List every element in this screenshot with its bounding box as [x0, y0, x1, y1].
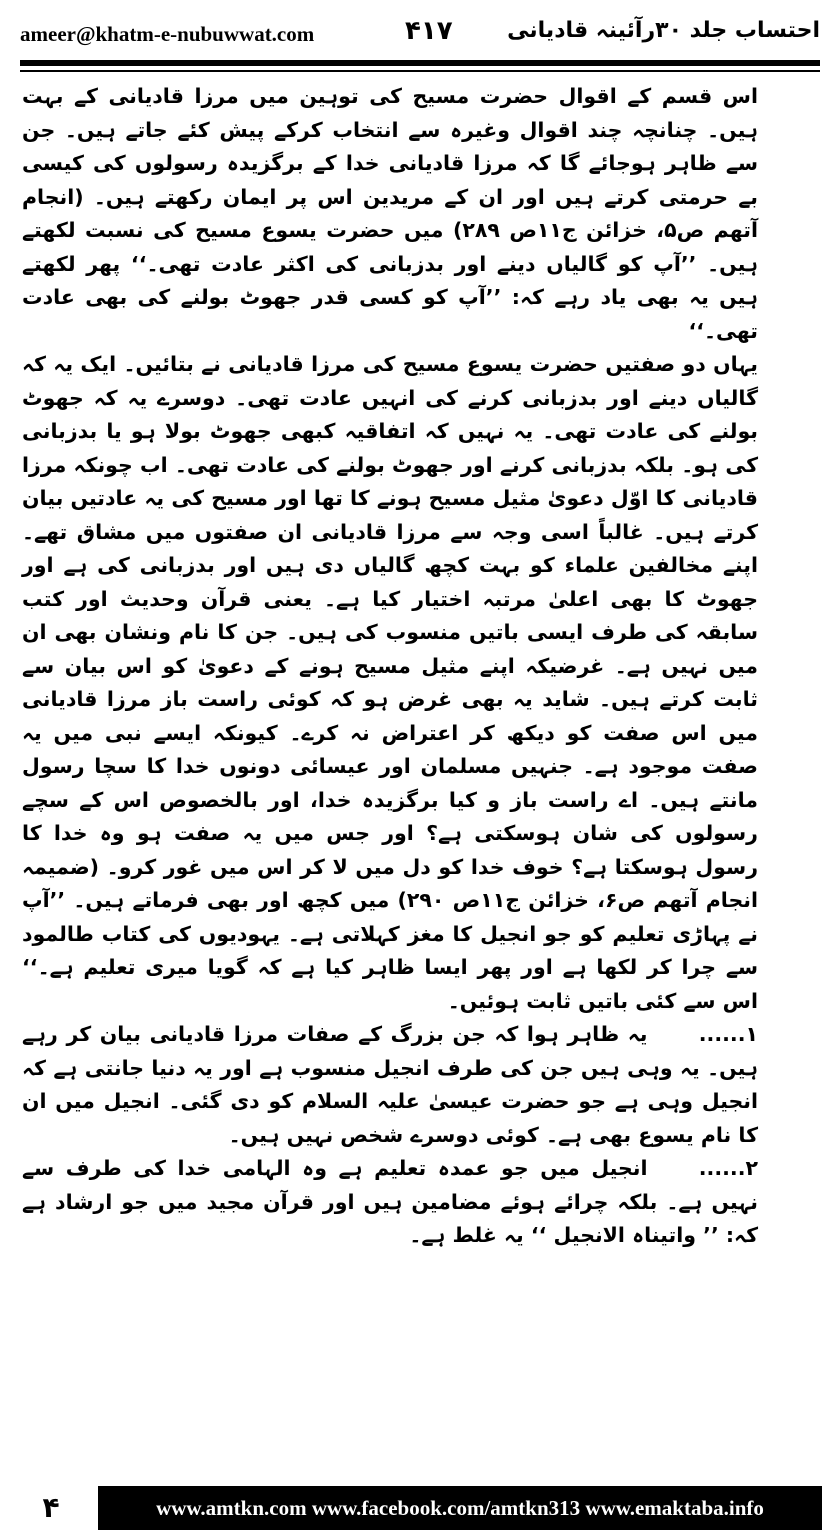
footer-websites[interactable]: www.amtkn.com www.facebook.com/amtkn313 www.emaktaba.info	[98, 1486, 822, 1530]
header-page-number: ۴۱۷	[405, 16, 453, 46]
header-running-title: احتساب جلد ۳۰رآئینہ قادیانی	[507, 18, 820, 43]
page-body	[22, 80, 818, 1460]
point-1-text: یہ ظاہر ہوا کہ جن بزرگ کے صفات مرزا قادیانی بیان کر رہے ہیں۔ یہ وہی ہیں جن کی طرف انجیل منسوب ہے اور یہ دنیا جانتی ہے کہ انجیل وہی ہے جو حضرت عیسیٰ علیہ السلام کو دی گئی۔ انجیل میں ان کا نام یسوع بھی ہے۔ کوئی دوسرے شخص نہیں ہیں۔	[22, 1022, 758, 1147]
footer-page-number: ۴	[42, 1491, 60, 1524]
point-1-number: ۱......	[698, 1022, 758, 1046]
paragraph-1: اس قسم کے اقوال حضرت مسیح کی توہین میں مرزا قادیانی کے بہت ہیں۔ چنانچہ چند اقوال وغیرہ سے انتخاب کرکے پیش کئے جاتے ہیں۔ جن سے ظاہر ہوجائے گا کہ مرزا قادیانی خدا کے برگزیدہ رسولوں کی کیسی بے حرمتی کرتے ہیں اور ان کے مریدین اس پر ایمان رکھتے ہیں۔ (انجام آتھم ص۵، خزائن ج۱۱ص ۲۸۹) میں حضرت یسوع مسیح کی نسبت لکھتے ہیں۔ ’’آپ کو گالیاں دینے اور بدزبانی کی اکثر عادت تھی۔‘‘ پھر لکھتے ہیں یہ بھی یاد رہے کہ: ’’آپ کو کسی قدر جھوٹ بولنے کی بھی عادت تھی۔‘‘	[22, 84, 758, 343]
header-rule-thin	[20, 70, 820, 72]
point-2-text: انجیل میں جو عمدہ تعلیم ہے وہ الہامی خدا کی طرف سے نہیں ہے۔ بلکہ چرائے ہوئے مضامین ہیں اور قرآن مجید میں جو ارشاد ہے کہ: ’’ واتیناہ الانجیل ‘‘ یہ غلط ہے۔	[22, 1156, 758, 1247]
header-email: ameer@khatm-e-nubuwwat.com	[20, 22, 315, 46]
paragraph-2: یہاں دو صفتیں حضرت یسوع مسیح کی مرزا قادیانی نے بتائیں۔ ایک یہ کہ گالیاں دینے اور بدزبانی کرنے کی انہیں عادت تھی۔ دوسرے یہ کہ جھوٹ بولنے کی عادت تھی۔ یہ نہیں کہ اتفاقیہ کبھی جھوٹ بولا ہو یا بدزبانی کی ہو۔ بلکہ بدزبانی کرنے اور جھوٹ بولنے کی عادت تھی۔ اب چونکہ مرزا قادیانی کا اوّل دعویٰ مثیل مسیح ہونے کا تھا اور مسیح کی یہ عادتیں بیان کرتے ہیں۔ غالباً اسی وجہ سے مرزا قادیانی ان صفتوں میں مشاق تھے۔ اپنے مخالفین علماء کو بہت کچھ گالیاں دی ہیں اور بدزبانی کی ہے اور جھوٹ کا بھی اعلیٰ مرتبہ اختیار کیا ہے۔ یعنی قرآن وحدیث اور کتب سابقہ کی طرف ایسی باتیں منسوب کی ہیں۔ جن کا نام ونشان بھی ان میں نہیں ہے۔ غرضیکہ اپنے مثیل مسیح ہونے کے دعویٰ کو اس بیان سے ثابت کرتے ہیں۔ شاید یہ بھی غرض ہو کہ کوئی راست باز مرزا قادیانی میں اس صفت کو دیکھ کر اعتراض نہ کرے۔ کیونکہ ایسے نبی میں یہ صفت موجود ہے۔ جنہیں مسلمان اور عیسائی دونوں خدا کا سچا رسول مانتے ہیں۔ اے راست باز و کیا برگزیدہ خدا، اور بالخصوص اس کے سچے رسولوں کی شان ہوسکتی ہے؟ اور جس میں یہ صفت ہو وہ خدا کا رسول ہوسکتا ہے؟ خوف خدا کو دل میں لا کر اس میں غور کرو۔ (ضمیمہ انجام آتھم ص۶، خزائن ج۱۱ص ۲۹۰) میں کچھ اور بھی فرماتے ہیں۔ ’’آپ نے پہاڑی تعلیم کو جو انجیل کا مغز کہلاتی ہے۔ یہودیوں کی کتاب طالمود سے چرا کر لکھا ہے اور پھر ایسا ظاہر کیا ہے کہ گویا میری تعلیم ہے۔‘‘ اس سے کئی باتیں ثابت ہوئیں۔	[22, 352, 758, 1013]
point-2-number: ۲......	[698, 1156, 758, 1180]
header-rule-thick	[20, 60, 820, 66]
page-header	[20, 14, 820, 54]
numbered-point-2	[22, 1152, 818, 1253]
numbered-point-1	[22, 1018, 818, 1152]
